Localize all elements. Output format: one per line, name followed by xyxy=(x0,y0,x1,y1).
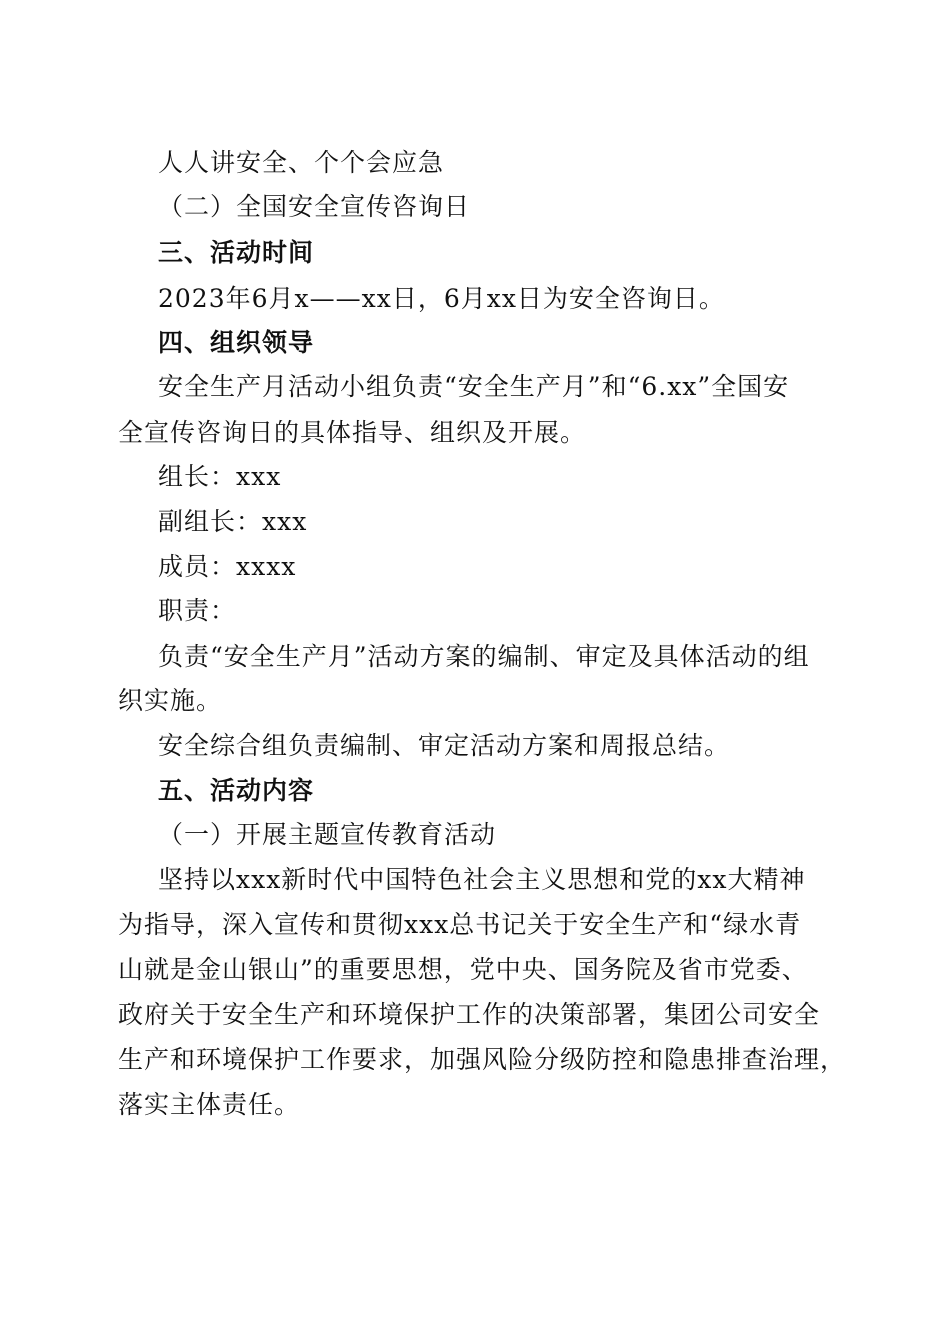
organization-paragraph-line-2: 全宣传咨询日的具体指导、组织及开展。 xyxy=(118,418,587,447)
slogan-line: 人人讲安全、个个会应急 xyxy=(158,148,445,177)
section-heading-activity-content: 五、活动内容 xyxy=(158,776,315,805)
content-paragraph-line-6: 落实主体责任。 xyxy=(118,1090,301,1119)
content-paragraph-line-2: 为指导，深入宣传和贯彻xxx总书记关于安全生产和“绿水青 xyxy=(118,910,802,939)
subsection-title-consultation-day: （二）全国安全宣传咨询日 xyxy=(158,192,471,221)
content-paragraph-line-4: 政府关于安全生产和环境保护工作的决策部署，集团公司安全 xyxy=(118,1000,821,1029)
content-paragraph-line-3: 山就是金山银山”的重要思想，党中央、国务院及省市党委、 xyxy=(118,955,808,984)
duties-paragraph-line-2: 织实施。 xyxy=(118,686,223,715)
members-line: 成员：xxxx xyxy=(158,552,297,581)
subsection-title-education-activities: （一）开展主题宣传教育活动 xyxy=(158,820,497,849)
duties-paragraph-line-1: 负责“安全生产月”活动方案的编制、审定及具体活动的组 xyxy=(158,642,810,671)
organization-paragraph-line-1: 安全生产月活动小组负责“安全生产月”和“6.xx”全国安 xyxy=(158,372,790,401)
duties-label: 职责： xyxy=(158,596,237,625)
content-paragraph-line-1: 坚持以xxx新时代中国特色社会主义思想和党的xx大精神 xyxy=(158,865,806,894)
deputy-leader-line: 副组长：xxx xyxy=(158,507,308,536)
team-leader-line: 组长：xxx xyxy=(158,462,282,491)
activity-time-text: 2023年6月x——xx日，6月xx日为安全咨询日。 xyxy=(158,284,725,313)
section-heading-organization: 四、组织领导 xyxy=(158,328,315,357)
section-heading-activity-time: 三、活动时间 xyxy=(158,238,315,267)
safety-group-duty-line: 安全综合组负责编制、审定活动方案和周报总结。 xyxy=(158,731,731,760)
content-paragraph-line-5: 生产和环境保护工作要求，加强风险分级防控和隐患排查治理， xyxy=(118,1045,847,1074)
